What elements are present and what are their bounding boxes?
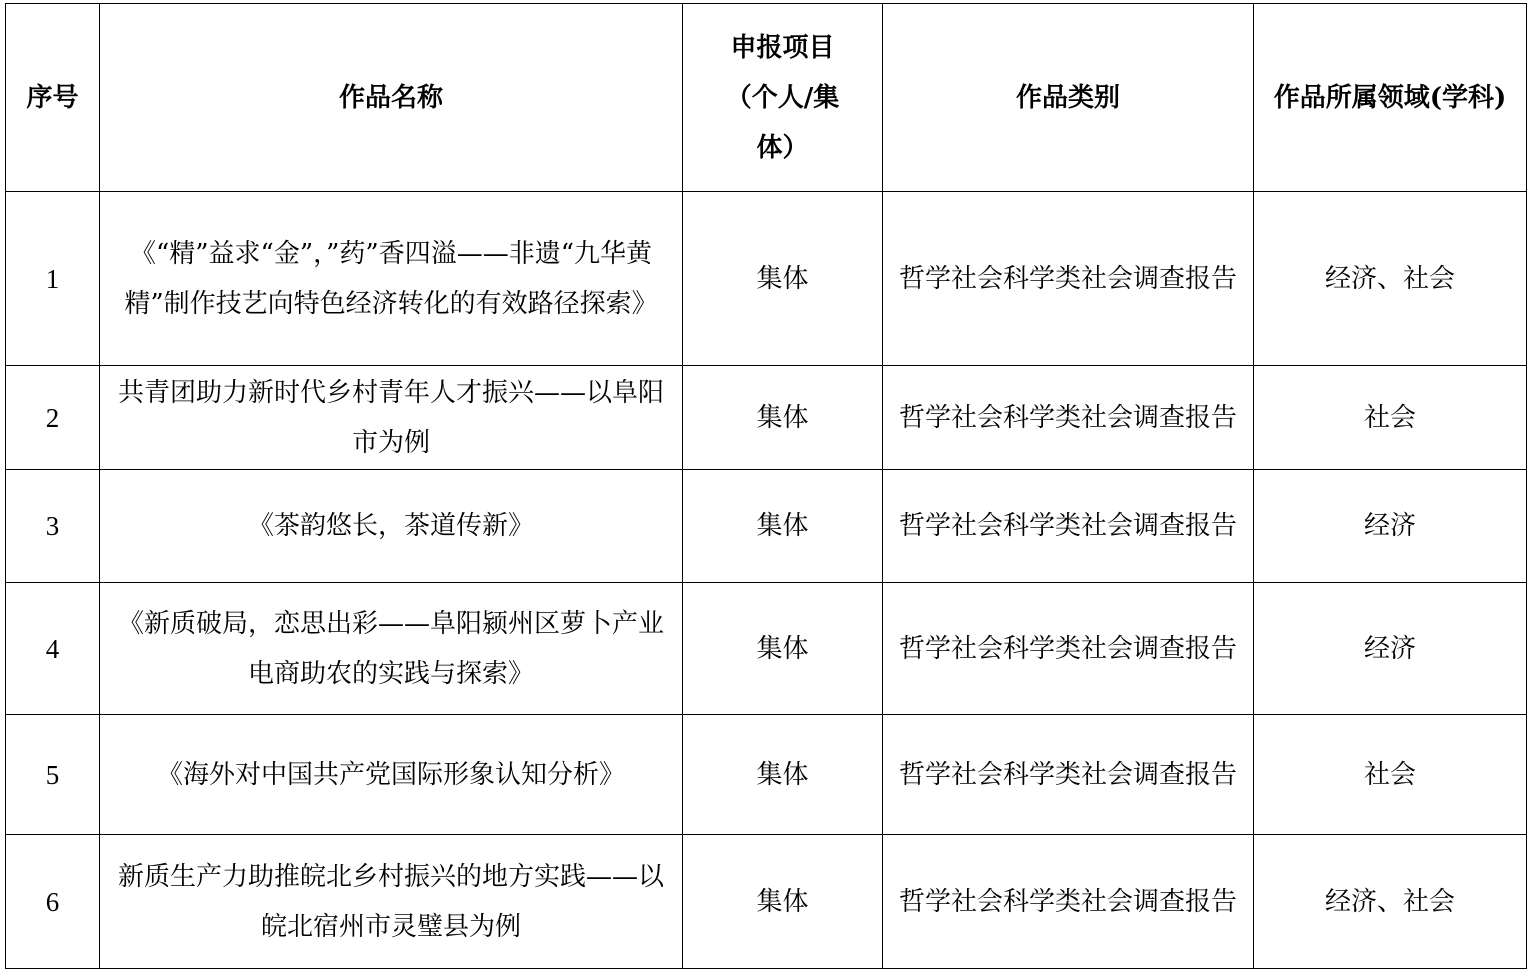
table-row [6,192,1527,366]
header-field: 作品所属领域(学科) [1254,4,1527,192]
cell-name: 新质生产力助推皖北乡村振兴的地方实践——以皖北宿州市灵璧县为例 [100,835,683,969]
cell-category: 哲学社会科学类社会调查报告 [883,192,1254,366]
works-table-container [5,3,1527,969]
table-row [6,835,1527,969]
table-row [6,715,1527,835]
cell-type: 集体 [683,366,883,470]
cell-name: 《新质破局，恋思出彩——阜阳颍州区萝卜产业电商助农的实践与探索》 [100,583,683,715]
cell-category: 哲学社会科学类社会调查报告 [883,470,1254,583]
table-row [6,366,1527,470]
cell-field: 经济 [1254,470,1527,583]
cell-no: 2 [6,366,100,470]
cell-name: 共青团助力新时代乡村青年人才振兴——以阜阳市为例 [100,366,683,470]
cell-field: 经济、社会 [1254,835,1527,969]
cell-type: 集体 [683,192,883,366]
works-table [5,3,1527,969]
cell-no: 1 [6,192,100,366]
cell-no: 4 [6,583,100,715]
cell-category: 哲学社会科学类社会调查报告 [883,583,1254,715]
cell-type: 集体 [683,835,883,969]
header-category: 作品类别 [883,4,1254,192]
cell-no: 3 [6,470,100,583]
cell-type: 集体 [683,715,883,835]
header-name: 作品名称 [100,4,683,192]
table-row [6,583,1527,715]
cell-type: 集体 [683,583,883,715]
cell-category: 哲学社会科学类社会调查报告 [883,835,1254,969]
header-no: 序号 [6,4,100,192]
header-type: 申报项目（个人/集体） [683,4,883,192]
table-header-row [6,4,1527,192]
table-row [6,470,1527,583]
cell-category: 哲学社会科学类社会调查报告 [883,366,1254,470]
cell-name: 《海外对中国共产党国际形象认知分析》 [100,715,683,835]
cell-type: 集体 [683,470,883,583]
cell-field: 经济 [1254,583,1527,715]
cell-field: 经济、社会 [1254,192,1527,366]
cell-no: 6 [6,835,100,969]
cell-name: 《“精”益求“金”，”药”香四溢——非遗“九华黄精”制作技艺向特色经济转化的有效路径探索》 [100,192,683,366]
cell-field: 社会 [1254,715,1527,835]
cell-no: 5 [6,715,100,835]
cell-name: 《茶韵悠长，茶道传新》 [100,470,683,583]
cell-field: 社会 [1254,366,1527,470]
cell-category: 哲学社会科学类社会调查报告 [883,715,1254,835]
